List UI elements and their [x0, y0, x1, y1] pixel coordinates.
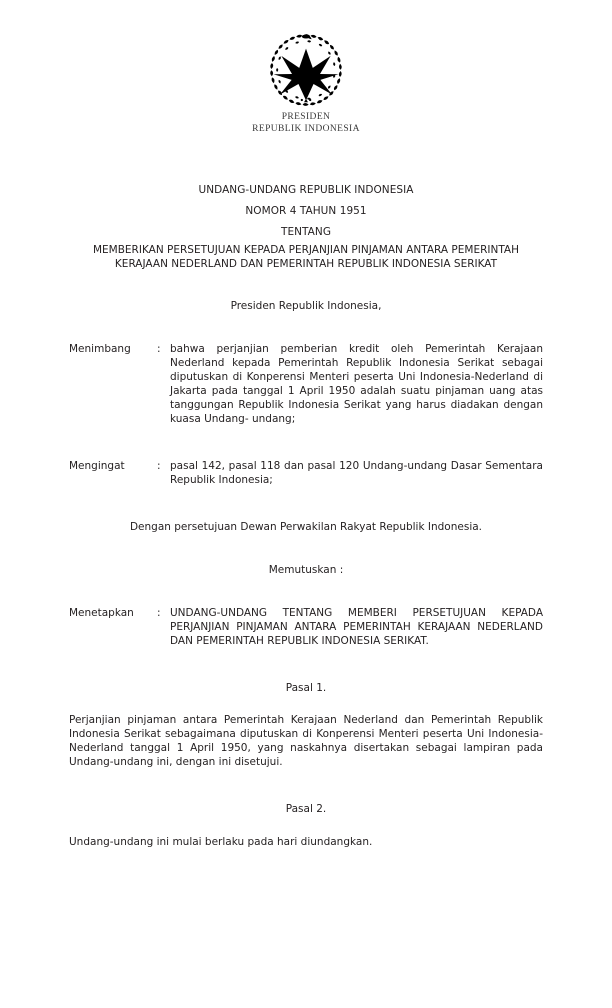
preamble-authority: Presiden Republik Indonesia,: [230, 300, 382, 312]
title-subject: MEMBERIKAN PERSETUJUAN KEPADA PERJANJIAN PINJAMAN ANTARA PEMERINTAH KERAJAAN NEDERLAND DAN PEMERINTAH REPUBLIK INDONESIA SERIKAT: [92, 244, 520, 270]
title-line-2: NOMOR 4 TAHUN 1951: [245, 205, 367, 217]
article-2-body: Undang-undang ini mulai berlaku pada hari diundangkan.: [69, 836, 373, 848]
considering-label: Menimbang: [69, 343, 131, 355]
clause-recalling: [69, 459, 543, 487]
deciding-heading: Memutuskan :: [268, 564, 344, 576]
article-1-heading: Pasal 1.: [285, 682, 327, 694]
stipulating-text: UNDANG-UNDANG TENTANG MEMBERI PERSETUJUAN KEPADA PERJANJIAN PINJAMAN ANTARA PEMERINTAH KERAJAAN NEDERLAND DAN PEMERINTAH REPUBLIK INDONESIA SERIKAT.: [170, 607, 543, 647]
considering-colon: :: [157, 343, 161, 355]
clause-considering: [69, 342, 543, 426]
stipulating-label: Menetapkan: [69, 607, 134, 619]
emblem-caption-line-1: PRESIDEN: [281, 112, 331, 122]
title-line-1: UNDANG-UNDANG REPUBLIK INDONESIA: [198, 184, 414, 196]
approval-line: Dengan persetujuan Dewan Perwakilan Rakyat Republik Indonesia.: [129, 521, 483, 533]
recalling-label: Mengingat: [69, 460, 125, 472]
emblem-caption-line-2: REPUBLIK INDONESIA: [252, 123, 360, 134]
document-body: [69, 0, 543, 849]
stipulating-colon: :: [157, 607, 161, 619]
title-line-3: TENTANG: [280, 226, 332, 238]
article-2-heading: Pasal 2.: [285, 803, 327, 815]
recalling-colon: :: [157, 460, 161, 472]
considering-text: bahwa perjanjian pemberian kredit oleh Pemerintah Kerajaan Nederland kepada Pemerintah Republik Indonesia Serikat sebagai diputuskan di Konperensi Menteri peserta Uni Indonesia-Nederland di Jakarta pada tanggal 1 April 1950 adalah suatu pinjaman uang atas tanggungan Republik Indonesia Serikat yang harus diadakan dengan kuasa Undang- undang;: [170, 343, 543, 425]
document-title-block: [69, 180, 543, 271]
clause-stipulating: [69, 606, 543, 648]
article-1-body: Perjanjian pinjaman antara Pemerintah Kerajaan Nederland dan Pemerintah Republik Indonesia Serikat sebagaimana diputuskan di Konperensi Menteri peserta Uni Indonesia-Nederland tanggal 1 April 1950, yang naskahnya disertakan sebagai lampiran pada Undang-undang ini, dengan ini disetujui.: [69, 714, 543, 768]
recalling-text: pasal 142, pasal 118 dan pasal 120 Undang-undang Dasar Sementara Republik Indonesia;: [170, 460, 543, 486]
